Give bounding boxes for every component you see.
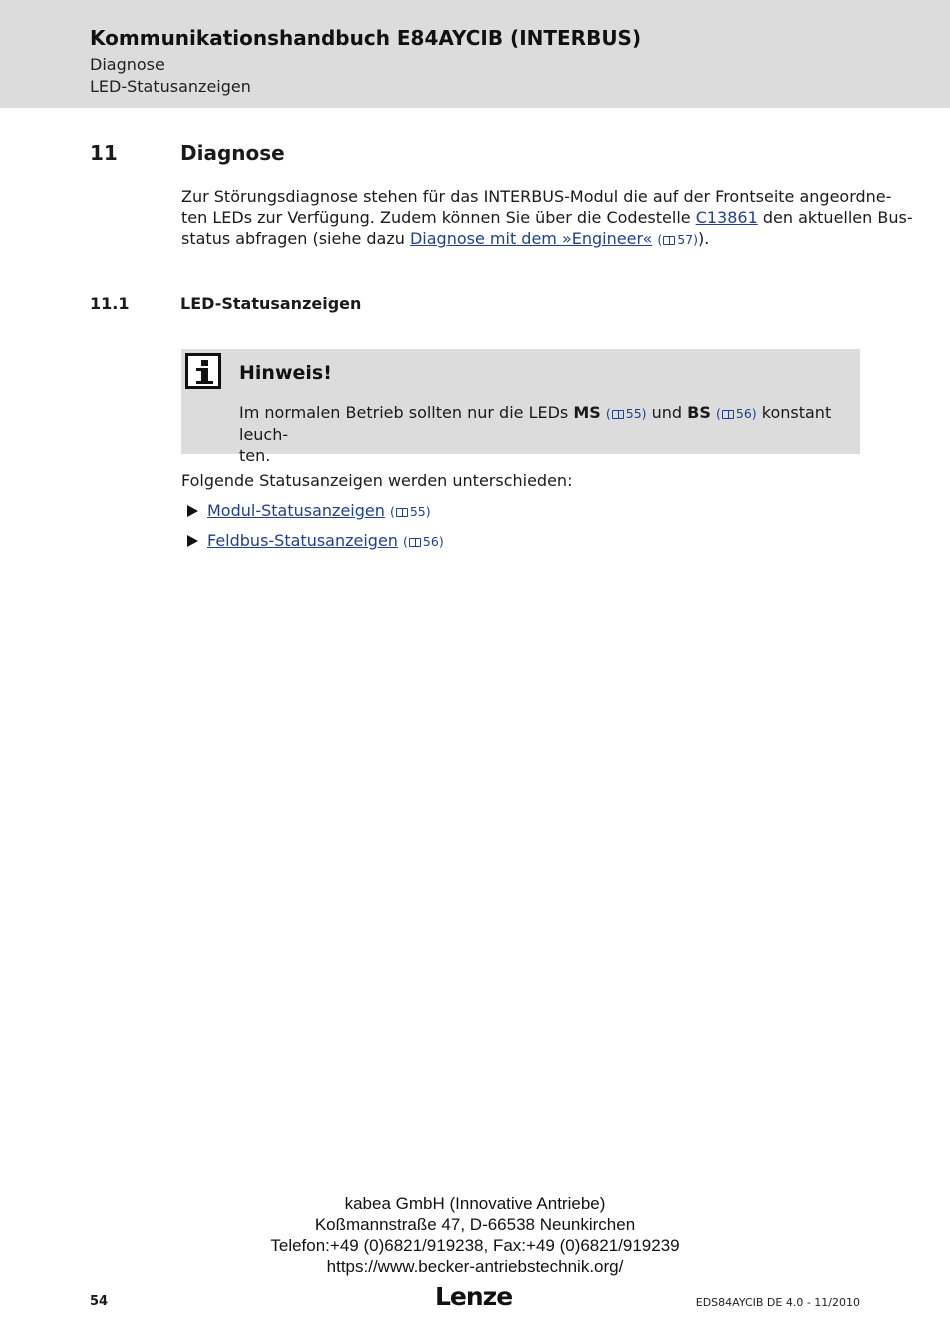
intro-line-2 [181, 207, 913, 228]
modul-status-link[interactable]: Modul-Statusanzeigen [207, 501, 385, 520]
intro-paragraph [181, 186, 913, 250]
list-item [187, 501, 431, 520]
page-ref[interactable]: ( 56) [403, 534, 444, 549]
book-icon [396, 508, 408, 517]
triangle-bullet-icon [187, 535, 198, 547]
page-number: 54 [90, 1294, 109, 1309]
list-item [187, 531, 444, 550]
section-number: 11 [90, 141, 118, 165]
intro-text: den aktuellen Bus- [757, 208, 913, 227]
note-title: Hinweis! [239, 362, 332, 384]
subsection-title: LED-Statusanzeigen [180, 294, 362, 313]
book-icon [663, 236, 675, 245]
codestelle-link[interactable]: C13861 [695, 208, 758, 227]
footer-url: https://www.becker-antriebstechnik.org/ [326, 1257, 624, 1276]
intro-line-3 [181, 228, 861, 250]
header-chapter: Diagnose [90, 55, 165, 74]
info-icon [185, 353, 221, 389]
feldbus-status-link[interactable]: Feldbus-Statusanzeigen [207, 531, 398, 550]
page-header [0, 0, 950, 108]
header-section: LED-Statusanzeigen [90, 77, 251, 96]
led-ms: MS [573, 403, 601, 422]
document-id: EDS84AYCIB DE 4.0 - 11/2010 [695, 1296, 860, 1309]
intro-line-1: Zur Störungsdiagnose stehen für das INTERBUS-Modul die auf der Frontseite angeordne- [181, 187, 892, 206]
intro-text: ). [698, 229, 710, 248]
led-bs: BS [687, 403, 711, 422]
list-intro: Folgende Statusanzeigen werden unterschieden: [181, 471, 573, 490]
footer-address [0, 1193, 950, 1277]
footer-phone: Telefon:+49 (0)6821/919238, Fax:+49 (0)6821/919239 [270, 1236, 680, 1255]
intro-text: status abfragen (siehe dazu [181, 229, 410, 248]
section-title: Diagnose [180, 141, 285, 165]
page-ref[interactable]: ( 55) [389, 504, 431, 519]
note-box [181, 349, 860, 465]
page-ref[interactable]: ( 57) [657, 232, 699, 247]
triangle-bullet-icon [187, 505, 198, 517]
engineer-diagnose-link[interactable]: Diagnose mit dem »Engineer« [409, 229, 653, 248]
document-title: Kommunikationshandbuch E84AYCIB (INTERBUS) [90, 26, 642, 50]
book-icon [409, 538, 421, 547]
page-ref[interactable]: ( 55) [605, 406, 647, 421]
footer-company: kabea GmbH (Innovative Antriebe) [344, 1194, 606, 1213]
note-text: Im normalen Betrieb sollten nur die LEDs MS ( 55) und BS ( 56) konstant leuch- ten. [239, 403, 832, 465]
intro-text: ten LEDs zur Verfügung. Zudem können Sie über die Codestelle [181, 208, 696, 227]
book-icon [612, 410, 624, 419]
lenze-logo: Lenze [435, 1282, 513, 1311]
footer-street: Koßmannstraße 47, D-66538 Neunkirchen [314, 1215, 636, 1234]
page-ref[interactable]: ( 56) [715, 406, 757, 421]
book-icon [722, 410, 734, 419]
subsection-number: 11.1 [90, 294, 130, 313]
